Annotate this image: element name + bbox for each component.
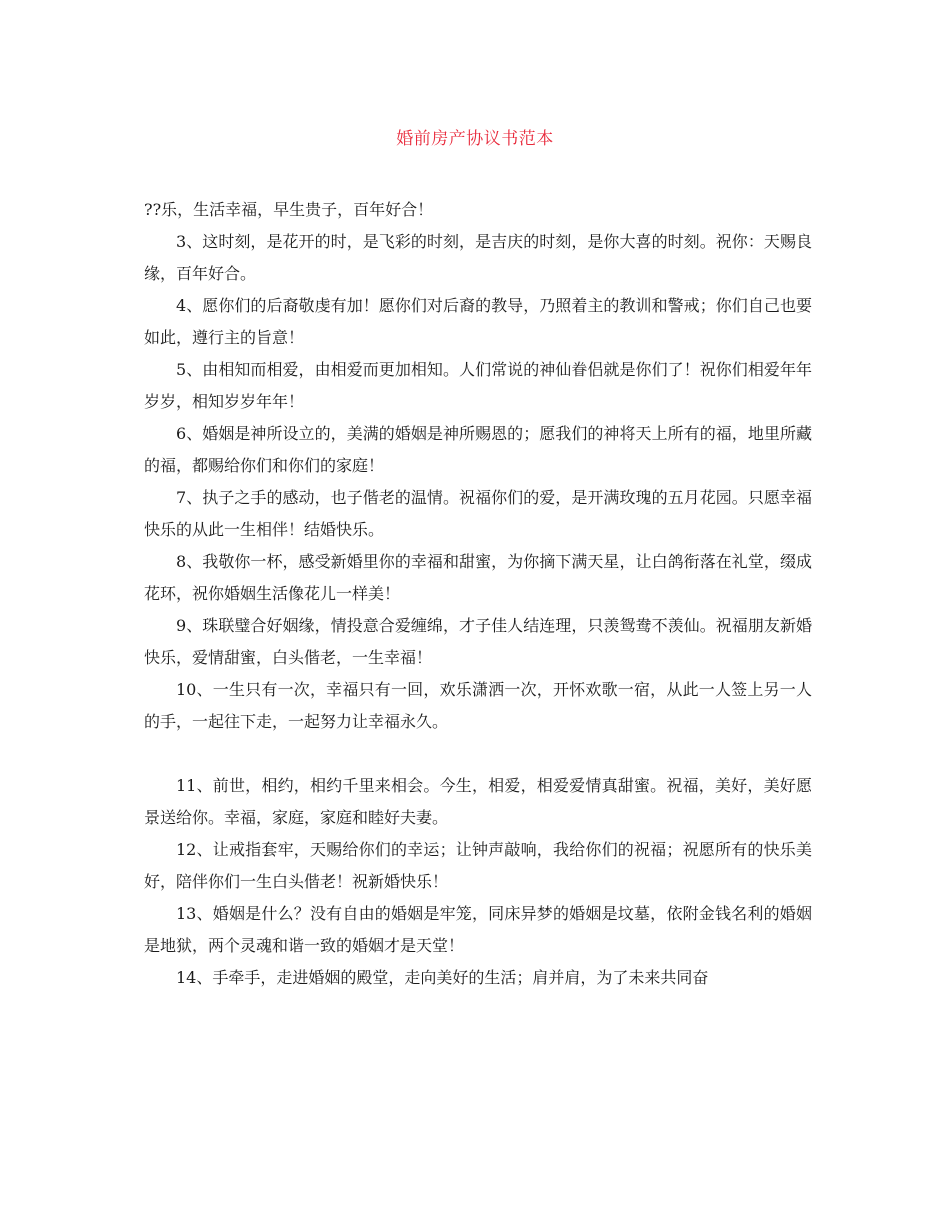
paragraph-9: 9、珠联璧合好姻缘，情投意合爱缠绵，才子佳人结连理，只羡鸳鸯不羡仙。祝福朋友新婚快乐，爱情甜蜜，白头偕老，一生幸福！ [144,616,812,667]
document-title: 婚前房产协议书范本 [396,129,554,149]
paragraph-14: 14、手牵手，走进婚姻的殿堂，走向美好的生活；肩并肩，为了未来共同奋 [176,968,709,987]
paragraph-12: 12、让戒指套牢，天赐给你们的幸运；让钟声敲响，我给你们的祝福；祝愿所有的快乐美好，陪伴你们一生白头偕老！祝新婚快乐！ [144,840,812,891]
paragraph-4: 4、愿你们的后裔敬虔有加！愿你们对后裔的教导，乃照着主的教训和警戒；你们自己也要如此，遵行主的旨意！ [144,296,812,347]
paragraph-7: 7、执子之手的感动，也子偕老的温情。祝福你们的爱，是开满玫瑰的五月花园。只愿幸福快乐的从此一生相伴！结婚快乐。 [144,488,812,539]
document-body [144,194,812,994]
paragraph-11: 11、前世，相约，相约千里来相会。今生，相爱，相爱爱情真甜蜜。祝福，美好，美好愿景送给你。幸福，家庭，家庭和睦好夫妻。 [144,776,812,827]
paragraph-3: 3、这时刻，是花开的时，是飞彩的时刻，是吉庆的时刻，是你大喜的时刻。祝你：天赐良缘，百年好合。 [144,232,812,283]
paragraph-gap [144,738,812,770]
paragraph-10: 10、一生只有一次，幸福只有一回，欢乐潇洒一次，开怀欢歌一宿，从此一人签上另一人的手，一起往下走，一起努力让幸福永久。 [144,680,812,731]
paragraph-continued: ??乐，生活幸福，早生贵子，百年好合！ [144,200,434,219]
paragraph-8: 8、我敬你一杯，感受新婚里你的幸福和甜蜜，为你摘下满天星，让白鸽衔落在礼堂，缀成花环，祝你婚姻生活像花儿一样美！ [144,552,812,603]
paragraph-5: 5、由相知而相爱，由相爱而更加相知。人们常说的神仙眷侣就是你们了！祝你们相爱年年岁岁，相知岁岁年年！ [144,360,812,411]
paragraph-13: 13、婚姻是什么？没有自由的婚姻是牢笼，同床异梦的婚姻是坟墓，依附金钱名利的婚姻是地狱，两个灵魂和谐一致的婚姻才是天堂！ [144,904,812,955]
paragraph-6: 6、婚姻是神所设立的，美满的婚姻是神所赐恩的；愿我们的神将天上所有的福，地里所藏的福，都赐给你们和你们的家庭！ [144,424,812,475]
